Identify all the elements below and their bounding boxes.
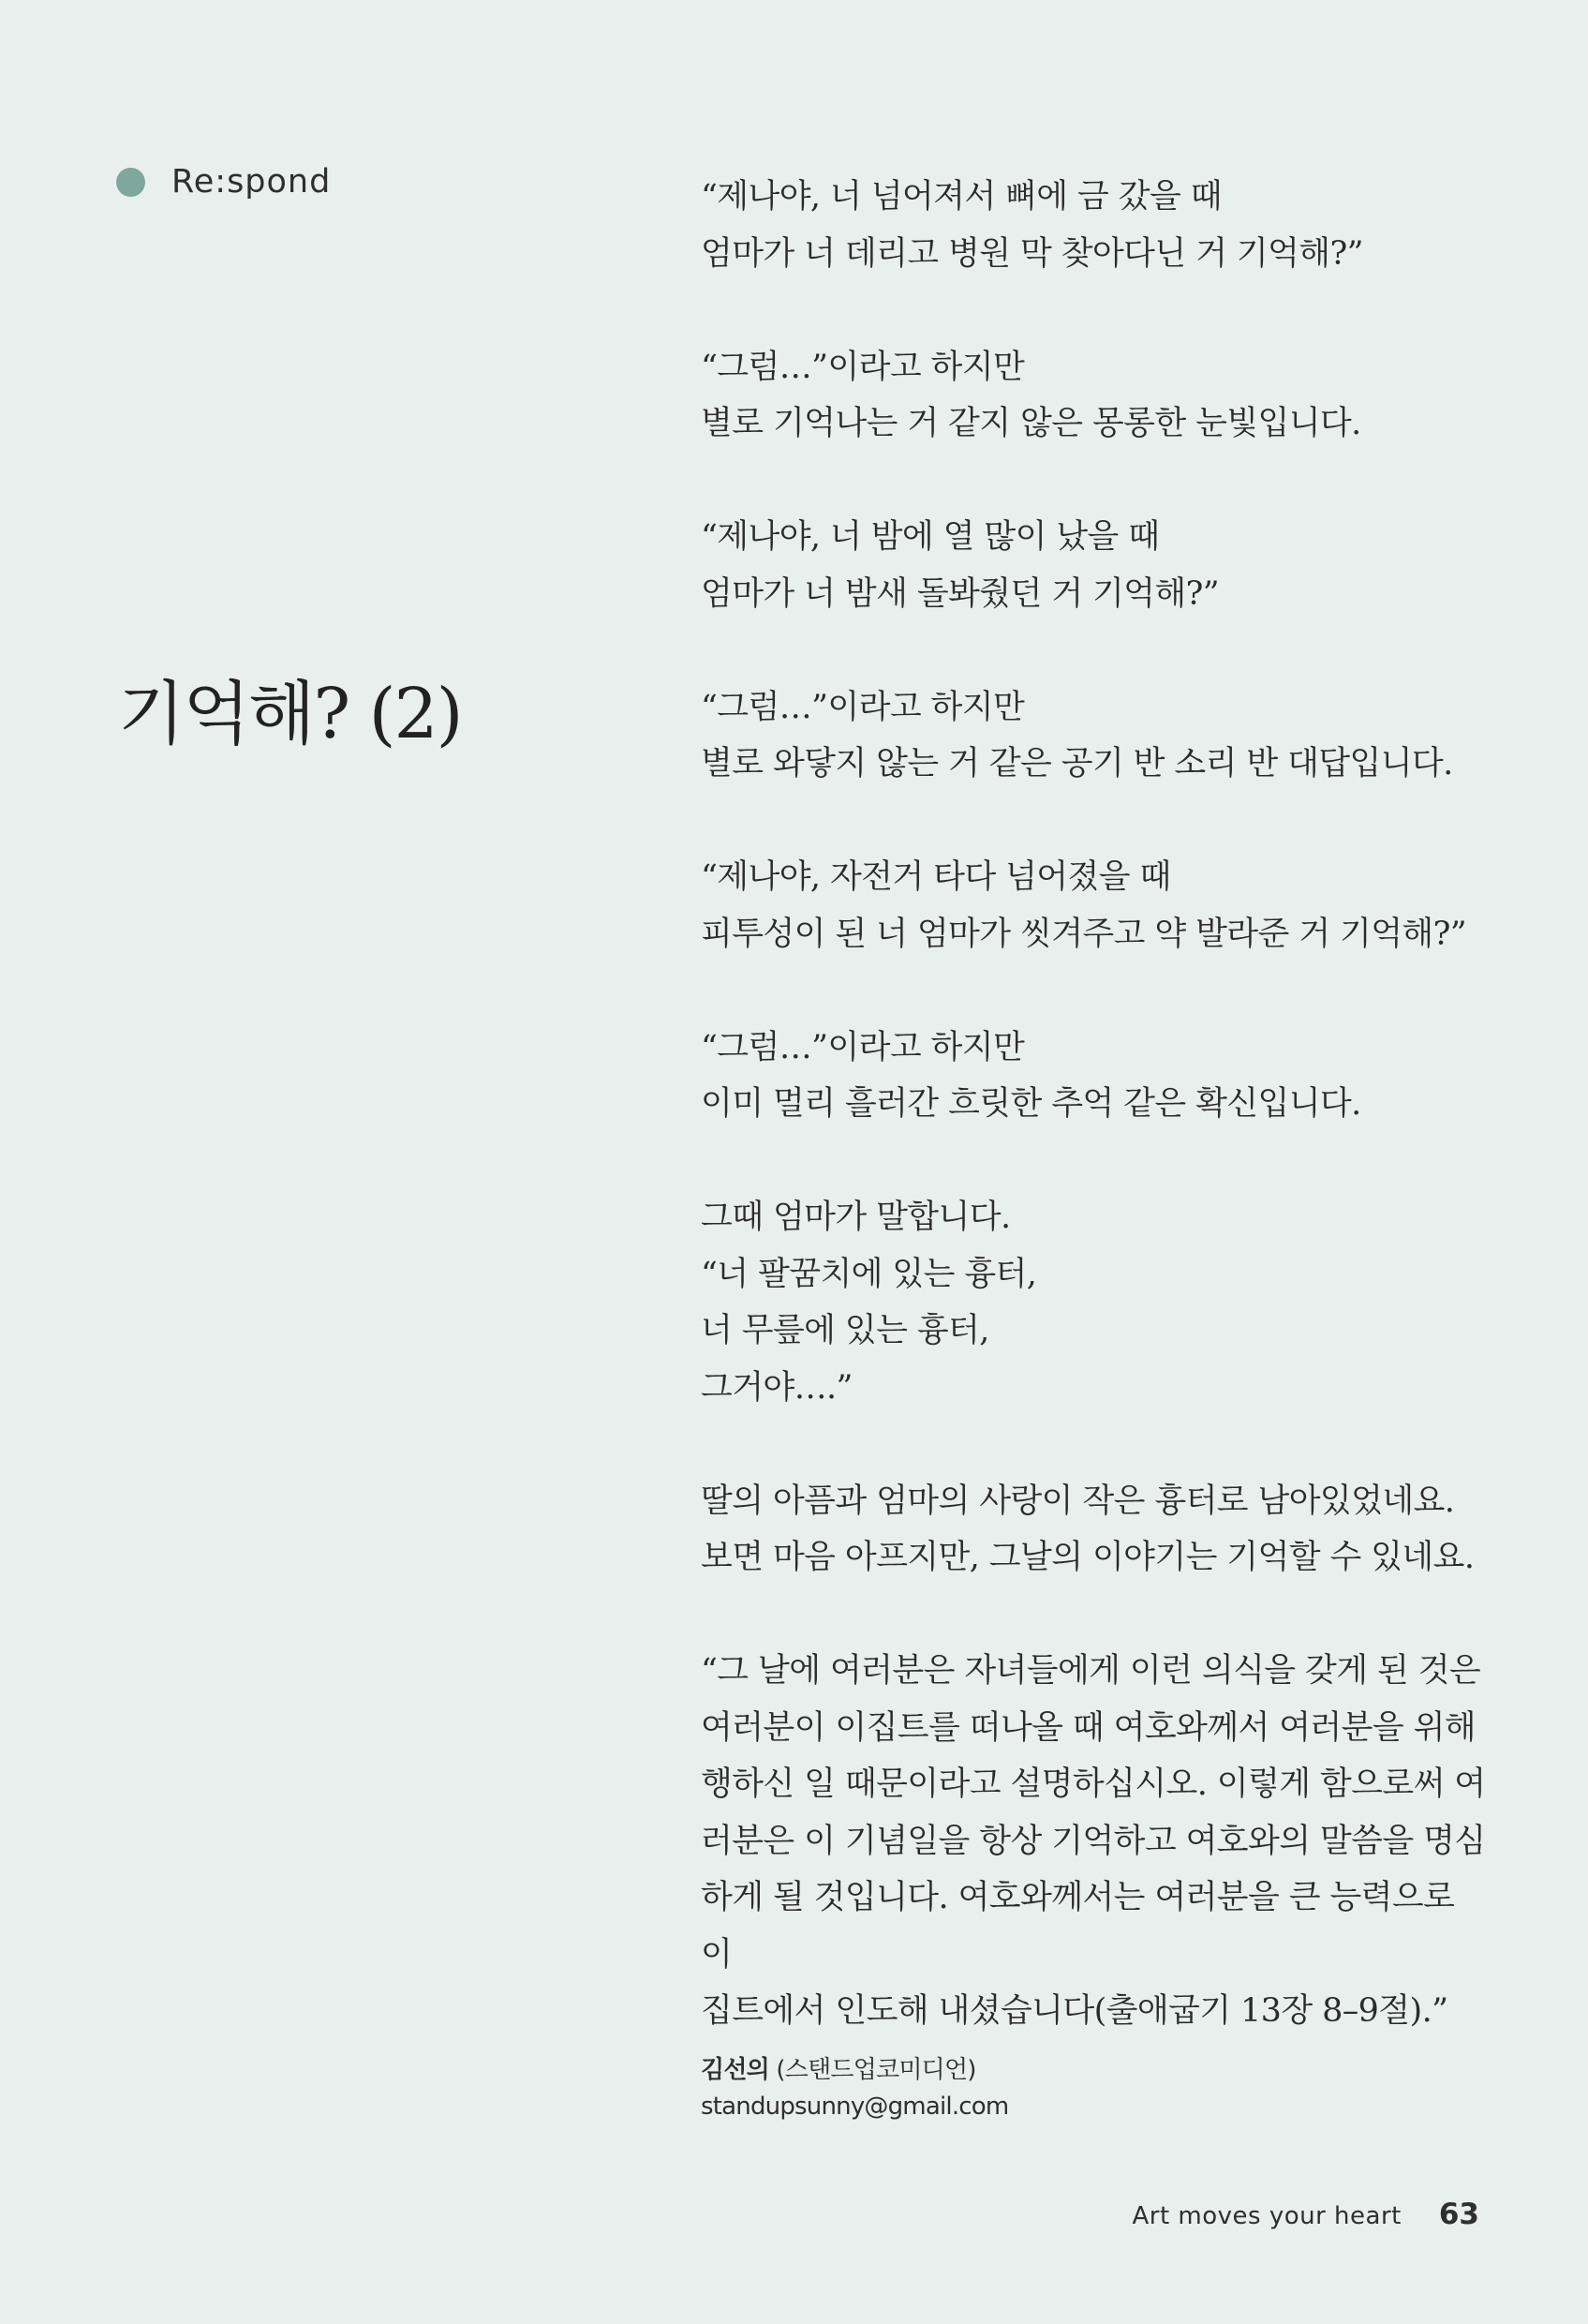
stanza-line: 별로 기억나는 거 같지 않은 몽롱한 눈빛입니다. <box>701 405 1361 442</box>
quote-line: “그 날에 여러분은 자녀들에게 이런 의식을 갖게 된 것은 <box>701 1652 1481 1690</box>
author-email[interactable]: standupsunny@gmail.com <box>701 2093 1009 2121</box>
stanza <box>701 1020 1488 1133</box>
footer-tagline: Art moves your heart <box>1132 2202 1402 2230</box>
stanza <box>701 509 1488 622</box>
stanza-line: “그럼…”이라고 하지만 <box>701 688 1025 726</box>
stanza-line: “그럼…”이라고 하지만 <box>701 348 1025 386</box>
stanza-line: 그거야….” <box>701 1368 853 1407</box>
stanza <box>701 1189 1488 1416</box>
stanza-line: 딸의 아픔과 엄마의 사랑이 작은 흉터로 남아있었네요. <box>701 1482 1455 1520</box>
section-dot-icon <box>116 168 145 197</box>
stanza-list <box>701 169 1488 1587</box>
quote-line: 러분은 이 기념일을 항상 기억하고 여호와의 말씀을 명심 <box>701 1822 1486 1860</box>
stanza-line: 엄마가 너 밤새 돌봐줬던 거 기억해?” <box>701 574 1220 613</box>
quote-line: 행하신 일 때문이라고 설명하십시오. 이렇게 함으로써 여 <box>701 1765 1486 1803</box>
stanza-line: 그때 엄마가 말합니다. <box>701 1199 1011 1236</box>
stanza-line: 보면 마음 아프지만, 그날의 이야기는 기억할 수 있네요. <box>701 1539 1475 1576</box>
stanza-line: “제나야, 너 밤에 열 많이 났을 때 <box>701 518 1160 556</box>
stanza-line: “제나야, 너 넘어져서 뼈에 금 갔을 때 <box>701 178 1222 216</box>
stanza <box>701 679 1488 793</box>
stanza-line: “그럼…”이라고 하지만 <box>701 1028 1025 1066</box>
stanza-line: “제나야, 자전거 타다 넘어졌을 때 <box>701 858 1171 896</box>
scripture-quote <box>701 1643 1488 2040</box>
page-title: 기억해? (2) <box>118 674 462 754</box>
stanza-line: 이미 멀리 흘러간 흐릿한 추억 같은 확신입니다. <box>701 1085 1361 1123</box>
stanza <box>701 849 1488 962</box>
quote-line: 하게 될 것입니다. 여호와께서는 여러분을 큰 능력으로 이 <box>701 1879 1455 1974</box>
stanza-line: 너 무릎에 있는 흉터, <box>701 1312 989 1349</box>
page-number: 63 <box>1438 2197 1479 2231</box>
stanza <box>701 169 1488 282</box>
stanza-line: “너 팔꿈치에 있는 흉터, <box>701 1255 1037 1293</box>
quote-line: 집트에서 인도해 내셨습니다(출애굽기 13장 8–9절).” <box>701 1992 1448 2030</box>
author-role: (스탠드업코미디언) <box>768 2056 976 2084</box>
stanza-line: 엄마가 너 데리고 병원 막 찾아다닌 거 기억해?” <box>701 234 1363 273</box>
stanza <box>701 1473 1488 1587</box>
author-credit <box>701 2052 1008 2125</box>
author-line <box>701 2052 1008 2089</box>
stanza <box>701 339 1488 453</box>
quote-line: 여러분이 이집트를 떠나올 때 여호와께서 여러분을 위해 <box>701 1708 1476 1747</box>
section-marker <box>116 163 331 201</box>
stanza-line: 별로 와닿지 않는 거 같은 공기 반 소리 반 대답입니다. <box>701 745 1453 782</box>
section-label: Re:spond <box>171 163 332 201</box>
article-body <box>701 169 1488 2096</box>
stanza-line: 피투성이 된 너 엄마가 씻겨주고 약 발라준 거 기억해?” <box>701 915 1467 953</box>
author-name: 김선의 <box>701 2056 769 2084</box>
page-footer <box>1132 2197 1479 2231</box>
